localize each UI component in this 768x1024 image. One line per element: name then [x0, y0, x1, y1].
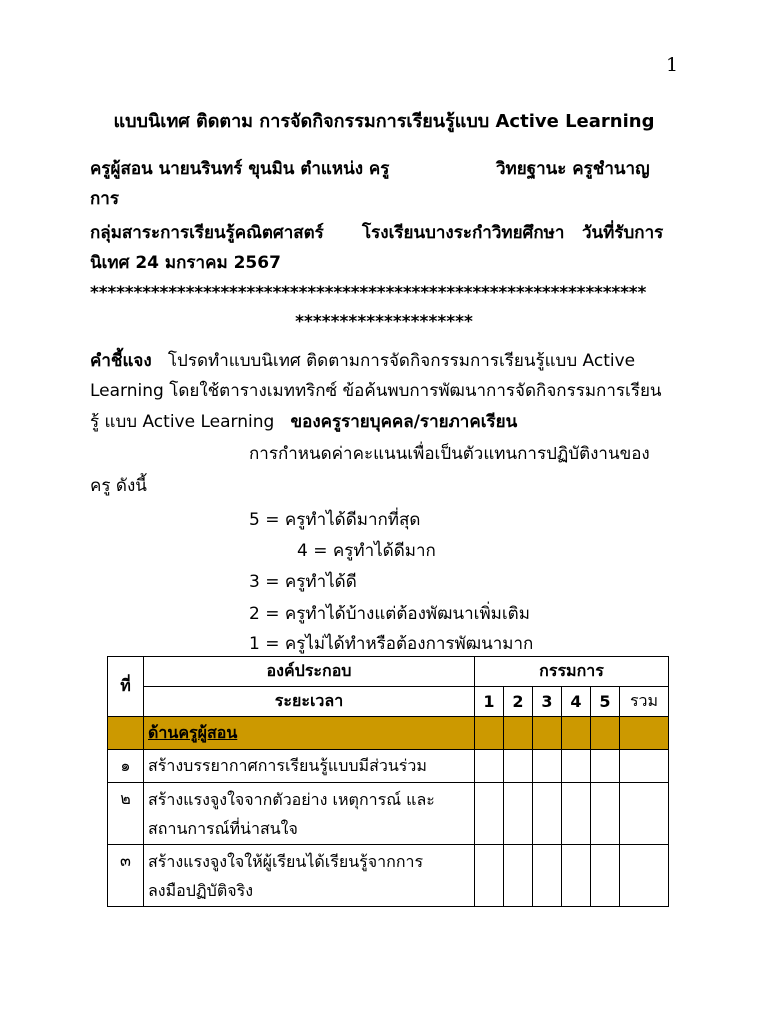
total-cell[interactable] [620, 845, 669, 907]
total-col: รวม [620, 687, 669, 717]
date-label: วันที่รับการ [582, 223, 664, 243]
table-subheader-row [108, 687, 669, 717]
subject-line: กลุ่มสาระการเรียนรู้คณิตศาสตร์ [90, 223, 324, 243]
instructions-line-5: ครู ดังนี้ [90, 476, 147, 496]
scale-item-5: 5 = ครูทำได้ดีมากที่สุด [249, 510, 421, 530]
scale-item-3: 3 = ครูทำได้ดี [249, 572, 357, 592]
scale-item-4: 4 = ครูทำได้ดีมาก [297, 541, 436, 561]
instructions-label: คำชี้แจง [90, 351, 152, 371]
scale-item-1: 1 = ครูไม่ได้ทำหรือต้องการพัฒนามาก [249, 634, 534, 654]
row-number: ๓ [108, 845, 144, 907]
header-period: ระยะเวลา [144, 687, 475, 717]
score-cell[interactable] [475, 750, 504, 783]
score-cell[interactable] [562, 783, 591, 845]
separator-stars-cont: ******************** [295, 312, 473, 332]
score-cell[interactable] [533, 845, 562, 907]
score-cell[interactable] [591, 845, 620, 907]
instructions-text-1: โปรดทำแบบนิเทศ ติดตามการจัดกิจกรรมการเรียนรู้แบบ Active [167, 351, 636, 371]
score-col-2: 2 [504, 687, 533, 717]
evaluation-table [107, 656, 669, 907]
score-col-3: 3 [533, 687, 562, 717]
table-row [108, 783, 669, 845]
table-row [108, 750, 669, 783]
scale-item-2: 2 = ครูทำได้บ้างแต่ต้องพัฒนาเพิ่มเติม [249, 604, 530, 624]
header-committee: กรรมการ [475, 657, 669, 687]
row-text-line-1: สร้างแรงจูงใจให้ผู้เรียนได้เรียนรู้จากการ [148, 851, 424, 871]
score-cell[interactable] [504, 783, 533, 845]
score-cell[interactable] [533, 783, 562, 845]
row-number: ๒ [108, 783, 144, 845]
instructions-line-4: การกำหนดค่าคะแนนเพื่อเป็นตัวแทนการปฏิบัติงานของ [249, 444, 650, 464]
row-text-line-2: ลงมือปฏิบัติจริง [148, 880, 253, 900]
score-cell[interactable] [533, 750, 562, 783]
row-text-line-2: สถานการณ์ที่น่าสนใจ [148, 818, 298, 838]
row-text [144, 783, 475, 845]
score-cell[interactable] [475, 783, 504, 845]
score-cell[interactable] [591, 783, 620, 845]
teacher-line: ครูผู้สอน นายนรินทร์ ขุนมิน ตำแหน่ง ครู [90, 159, 390, 179]
table-header-row [108, 657, 669, 687]
score-cell[interactable] [504, 750, 533, 783]
score-col-1: 1 [475, 687, 504, 717]
instructions-line-1 [90, 347, 635, 374]
table-row [108, 845, 669, 907]
school-name: โรงเรียนบางระกำวิทยศึกษา [362, 223, 565, 243]
section-label: ด้านครูผู้สอน [144, 717, 475, 750]
score-col-4: 4 [562, 687, 591, 717]
score-cell[interactable] [591, 750, 620, 783]
header-component: องค์ประกอบ [144, 657, 475, 687]
header-no: ที่ [108, 657, 144, 717]
instructions-text-3: รู้ แบบ Active Learning [90, 412, 275, 432]
score-cell[interactable] [562, 845, 591, 907]
row-text [144, 845, 475, 907]
row-number: ๑ [108, 750, 144, 783]
row-text: สร้างบรรยากาศการเรียนรู้แบบมีส่วนร่วม [144, 750, 475, 783]
instructions-scope: ของครูรายบุคคล/รายภาคเรียน [290, 412, 518, 432]
instructions-line-3 [90, 408, 517, 435]
form-title: แบบนิเทศ ติดตาม การจัดกิจกรรมการเรียนรู้แบบ Active Learning [113, 111, 655, 132]
supervision-date: นิเทศ 24 มกราคม 2567 [90, 253, 281, 273]
total-cell[interactable] [620, 783, 669, 845]
page-number: 1 [666, 54, 679, 76]
score-col-5: 5 [591, 687, 620, 717]
academic-standing-cont: การ [90, 189, 119, 209]
score-cell[interactable] [562, 750, 591, 783]
total-cell[interactable] [620, 750, 669, 783]
row-text-line-1: สร้างแรงจูงใจจากตัวอย่าง เหตุการณ์ และ [148, 789, 435, 809]
separator-stars: **************************************************************** [90, 283, 647, 303]
score-cell[interactable] [504, 845, 533, 907]
instructions-line-2: Learning โดยใช้ตารางเมททริกซ์ ข้อค้นพบการพัฒนาการจัดกิจกรรมการเรียน [90, 381, 662, 401]
academic-standing: วิทยฐานะ ครูชำนาญ [496, 159, 650, 179]
section-row [108, 717, 669, 750]
score-cell[interactable] [475, 845, 504, 907]
